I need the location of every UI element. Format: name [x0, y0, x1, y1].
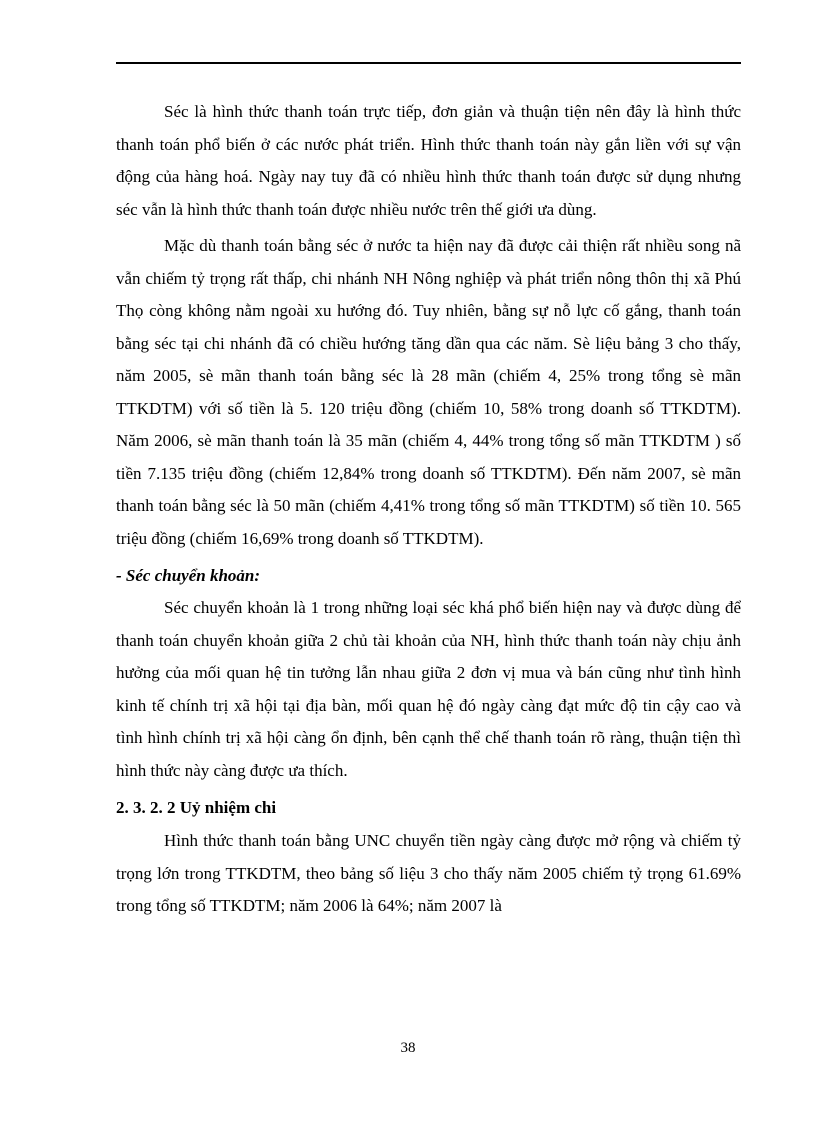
page-number: 38	[400, 1040, 416, 1056]
subheading-transfer-cheque: - Séc chuyển khoản:	[116, 566, 261, 585]
paragraph-cheque-intro: Séc là hình thức thanh toán trực tiếp, đơn giản và thuận tiện nên đây là hình thức thanh toán phổ biến ở các nước phát triển. Hình thức thanh toán này gắn liền với sự vận động của hàng hoá. Ngày nay tuy đã có nhiều hình thức thanh toán được sử dụng nhưng séc vẫn là hình thức thanh toán được nhiều nước trên thế giới ưa dùng.	[116, 102, 741, 219]
paragraph-cheque-statistics: Mặc dù thanh toán bằng séc ở nước ta hiện nay đã được cải thiện rất nhiều song nã vẫn chiếm tỷ trọng rất thấp, chi nhánh NH Nông nghiệp và phát triển nông thôn thị xã Phú Thọ còng không nằm ngoài xu hướng đó. Tuy nhiên, bằng sự nỗ lực cố gắng, thanh toán bằng séc tại chi nhánh đã có chiều hướng tăng dần qua các năm. Sè liệu bảng 3 cho thấy, năm 2005, sè mãn thanh toán bằng séc là 28 mãn (chiếm 4, 25% trong tổng sè mãn TTKDTM) với số tiền là 5. 120 triệu đồng (chiếm 10, 58% trong doanh số TTKDTM). Năm 2006, sè mãn thanh toán là 35 mãn (chiếm 4, 44% trong tổng số mãn TTKDTM ) số tiền 7.135 triệu đồng (chiếm 12,84% trong doanh số TTKDTM). Đến năm 2007, sè mãn thanh toán bằng séc là 50 mãn (chiếm 4,41% trong tổng số mãn TTKDTM) số tiền 10. 565 triệu đồng (chiếm 16,69% trong doanh số TTKDTM).	[116, 236, 741, 548]
paragraph-payment-order: Hình thức thanh toán bằng UNC chuyển tiền ngày càng được mở rộng và chiếm tỷ trọng lớn trong TTKDTM, theo bảng số liệu 3 cho thấy năm 2005 chiếm tỷ trọng 61.69% trong tổng số TTKDTM; năm 2006 là 64%; năm 2007 là	[116, 831, 741, 915]
body-text	[116, 96, 741, 927]
section-heading-payment-order: 2. 3. 2. 2 Uỷ nhiệm chi	[116, 798, 277, 817]
paragraph-transfer-cheque: Séc chuyển khoản là 1 trong những loại séc khá phổ biến hiện nay và được dùng để thanh toán chuyển khoản giữa 2 chủ tài khoản của NH, hình thức thanh toán này chịu ảnh hưởng của mối quan hệ tin tưởng lẫn nhau giữa 2 đơn vị mua và bán cũng như tình hình kinh tế chính trị xã hội tại địa bàn, mối quan hệ đó ngày càng đạt mức độ tin cậy cao và tình hình chính trị xã hội càng ổn định, bên cạnh thể chế thanh toán rõ ràng, thuận tiện thì hình thức này càng được ưa thích.	[116, 598, 741, 780]
header-rule	[116, 62, 741, 64]
